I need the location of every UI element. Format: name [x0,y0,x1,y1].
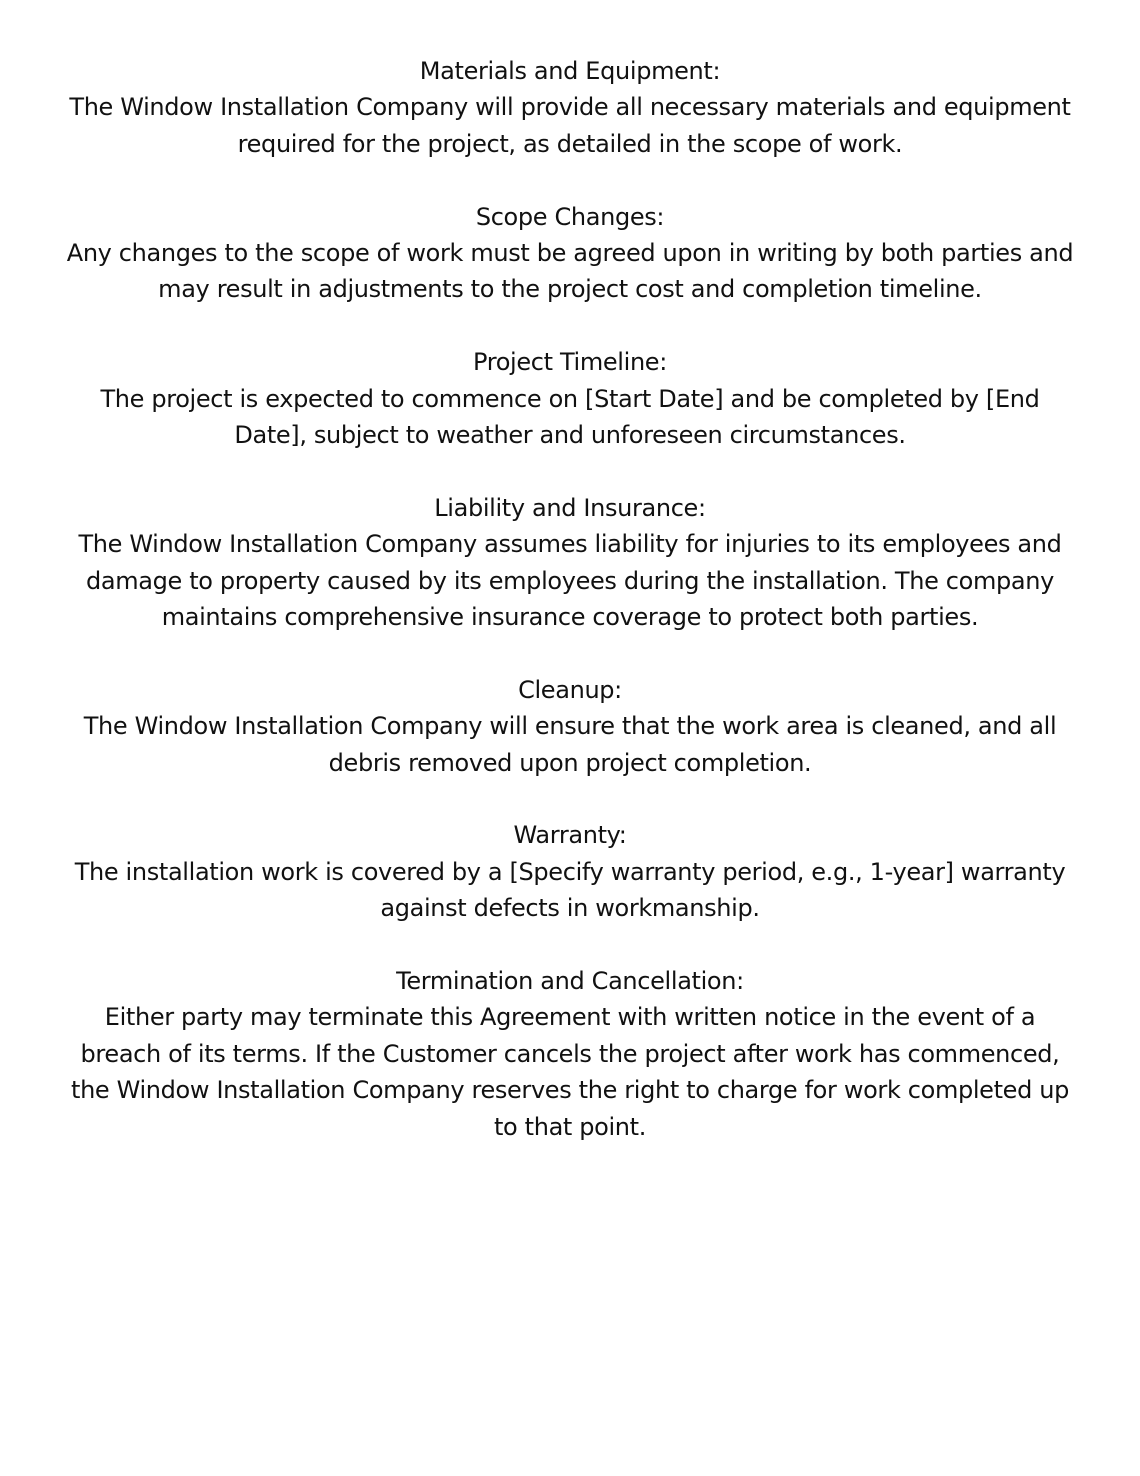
section-project-timeline [0,344,1140,453]
section-line: debris removed upon project completion. [328,748,812,777]
section-line: may result in adjustments to the project cost and completion timeline. [158,275,982,304]
section-line: damage to property caused by its employees during the installation. The company [86,566,1054,595]
section-line: the Window Installation Company reserves the right to charge for work completed up [71,1076,1069,1105]
section-heading: Project Timeline: [473,348,667,377]
section-line: breach of its terms. If the Customer cancels the project after work has commenced, [80,1039,1060,1068]
section-line: The Window Installation Company assumes liability for injuries to its employees and [78,530,1062,559]
section-line: Either party may terminate this Agreement with written notice in the event of a [104,1003,1036,1032]
section-line: required for the project, as detailed in the scope of work. [237,129,903,158]
section-heading: Termination and Cancellation: [396,967,744,996]
section-heading: Warranty: [513,821,627,850]
section-line: maintains comprehensive insurance coverage to protect both parties. [161,603,979,632]
agreement-page [0,53,1140,1181]
section-heading: Scope Changes: [475,202,665,231]
section-heading: Materials and Equipment: [419,57,721,85]
section-heading: Liability and Insurance: [434,493,706,522]
section-cleanup [0,672,1140,781]
section-heading: Cleanup: [518,675,622,704]
section-line: The project is expected to commence on [Start Date] and be completed by [End [100,384,1040,413]
section-line: The Window Installation Company will provide all necessary materials and equipment [69,93,1071,122]
section-line: The Window Installation Company will ensure that the work area is cleaned, and all [83,712,1057,741]
section-scope-changes [0,199,1140,308]
section-warranty [0,817,1140,926]
section-line: against defects in workmanship. [380,894,760,923]
section-line: to that point. [493,1112,647,1141]
section-materials-and-equipment [0,53,1140,162]
section-line: Any changes to the scope of work must be agreed upon in writing by both parties and [66,239,1074,268]
section-termination-and-cancellation [0,963,1140,1145]
section-liability-and-insurance [0,490,1140,636]
section-line: Date], subject to weather and unforeseen circumstances. [234,421,906,450]
section-line: The installation work is covered by a [Specify warranty period, e.g., 1-year] warranty [74,857,1066,886]
